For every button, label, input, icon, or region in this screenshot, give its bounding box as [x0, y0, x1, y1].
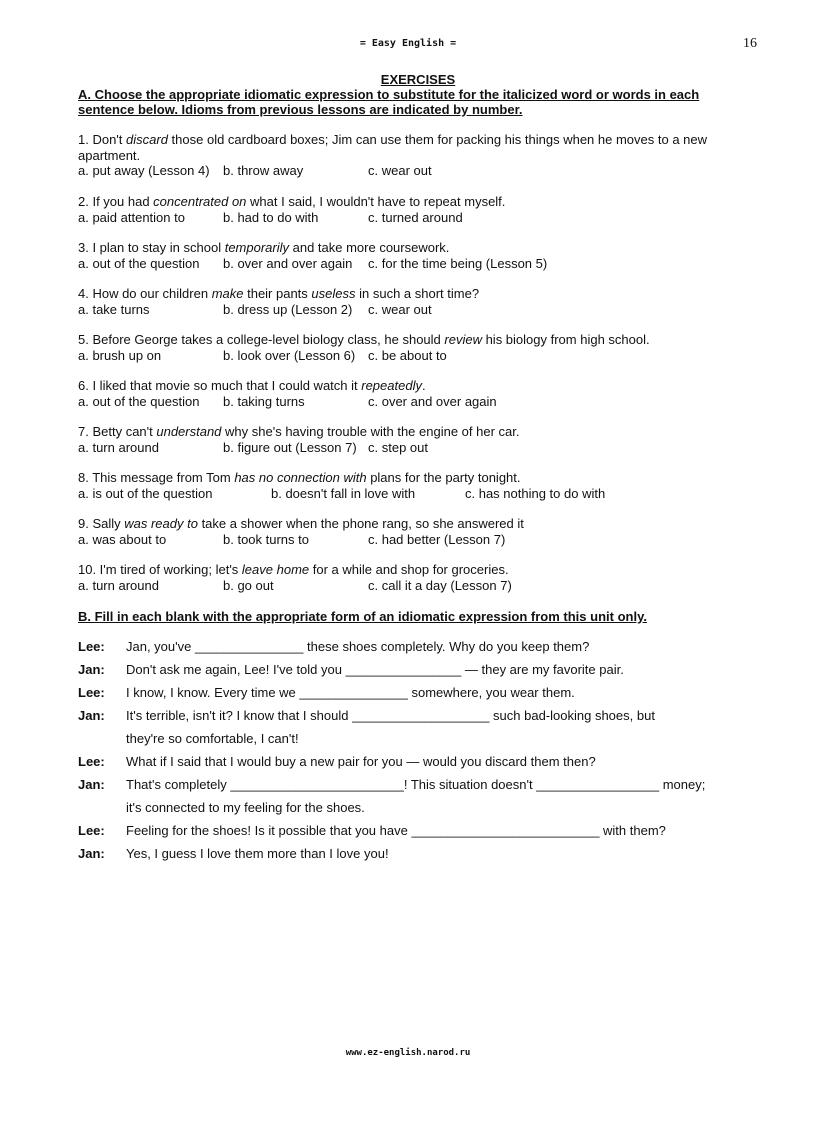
- speaker-name: Lee:: [78, 823, 105, 838]
- speaker-name: Jan:: [78, 777, 105, 792]
- dialogue-line: [78, 708, 758, 746]
- question-stem: 6. I liked that movie so much that I could watch it repeatedly.: [78, 378, 426, 393]
- dialogue-line: [78, 685, 758, 700]
- italic-phrase: discard: [126, 132, 168, 147]
- speaker-name: Lee:: [78, 754, 105, 769]
- italic-phrase: has no connection with: [234, 470, 367, 485]
- question-stem: 8. This message from Tom has no connection with plans for the party tonight.: [78, 470, 521, 485]
- answer-choices: [78, 578, 758, 594]
- choice-c: c. step out: [368, 439, 428, 455]
- speaker-name: Jan:: [78, 846, 105, 861]
- choice-a: a. brush up on: [78, 347, 162, 363]
- choice-b: b. had to do with: [223, 209, 319, 225]
- italic-phrase: review: [444, 332, 482, 347]
- question-stem: 7. Betty can't understand why she's having trouble with the engine of her car.: [78, 424, 520, 439]
- choice-b: b. throw away: [223, 163, 304, 178]
- dialogue-text: Jan, you've _______________ these shoes completely. Why do you keep them?: [126, 639, 590, 654]
- italic-phrase: was ready to: [124, 516, 198, 531]
- question-stem: 5. Before George takes a college-level biology class, he should review his biology from high school.: [78, 332, 650, 347]
- dialogue-text: I know, I know. Every time we _______________ somewhere, you wear them.: [126, 685, 575, 700]
- choice-c: c. had better (Lesson 7): [368, 531, 506, 547]
- dialogue-continuation: they're so comfortable, I can't!: [126, 731, 299, 746]
- dialogue-line: [78, 639, 758, 654]
- answer-choices: [78, 210, 758, 226]
- choice-c: c. has nothing to do with: [465, 485, 606, 501]
- question-6: [78, 378, 758, 410]
- question-5: [78, 332, 758, 364]
- dialogue-text: Don't ask me again, Lee! I've told you ________________ — they are my favorite pair.: [126, 662, 624, 677]
- footer-url: www.ez-english.narod.ru: [345, 1048, 471, 1058]
- choice-c: c. for the time being (Lesson 5): [368, 255, 548, 271]
- dialogue-text: It's terrible, isn't it? I know that I should ___________________ such bad-looking shoes, but: [126, 708, 655, 723]
- italic-phrase: useless: [311, 286, 356, 301]
- question-9: [78, 516, 758, 548]
- dialogue-text: That's completely ________________________! This situation doesn't _________________ money;: [126, 777, 706, 792]
- running-header: = Easy English =: [359, 38, 457, 49]
- choice-c: c. call it a day (Lesson 7): [368, 577, 512, 593]
- choice-b: b. doesn't fall in love with: [271, 485, 416, 501]
- choice-b: b. took turns to: [223, 531, 309, 547]
- choice-b: b. taking turns: [223, 393, 305, 409]
- dialogue-line: [78, 823, 758, 838]
- choice-c: c. wear out: [368, 301, 432, 317]
- speaker-name: Lee:: [78, 685, 105, 700]
- question-stem: 10. I'm tired of working; let's leave home for a while and shop for groceries.: [78, 562, 509, 577]
- choice-c: c. wear out: [368, 163, 432, 178]
- choice-a: a. take turns: [78, 301, 150, 317]
- question-1: [78, 132, 758, 179]
- choice-a: a. out of the question: [78, 255, 200, 271]
- choice-a: a. turn around: [78, 439, 159, 455]
- choice-a: a. put away (Lesson 4): [78, 163, 210, 178]
- dialogue-text: Feeling for the shoes! Is it possible that you have __________________________ with them?: [126, 823, 666, 838]
- choice-a: a. turn around: [78, 577, 159, 593]
- choice-a: a. was about to: [78, 531, 167, 547]
- page-number: 16: [743, 36, 757, 51]
- speaker-name: Lee:: [78, 639, 105, 654]
- question-10: [78, 562, 758, 594]
- italic-phrase: leave home: [241, 562, 310, 577]
- section-a-instruction: A. Choose the appropriate idiomatic expression to substitute for the italicized word or words in each sentence below. Idioms from previous lessons are indicated by number.: [78, 87, 700, 117]
- italic-phrase: understand: [156, 424, 222, 439]
- choice-a: a. out of the question: [78, 393, 200, 409]
- italic-phrase: repeatedly: [361, 378, 422, 393]
- choice-c: c. be about to: [368, 347, 447, 363]
- question-stem: 4. How do our children make their pants useless in such a short time?: [78, 286, 480, 301]
- answer-choices: [78, 302, 758, 318]
- question-stem: 9. Sally was ready to take a shower when the phone rang, so she answered it: [78, 516, 524, 531]
- italic-phrase: make: [211, 286, 244, 301]
- question-4: [78, 286, 758, 318]
- dialogue-line: [78, 846, 758, 861]
- answer-choices: [78, 348, 758, 364]
- question-stem: 1. Don't discard those old cardboard boxes; Jim can use them for packing his things when he moves to a new apartment.: [78, 132, 708, 163]
- speaker-name: Jan:: [78, 662, 105, 677]
- dialogue-text: Yes, I guess I love them more than I love you!: [126, 846, 389, 861]
- answer-choices: [78, 486, 758, 502]
- section-b-instruction: B. Fill in each blank with the appropriate form of an idiomatic expression from this unit only.: [78, 609, 647, 624]
- dialogue-line: [78, 662, 758, 677]
- choice-a: a. is out of the question: [78, 485, 213, 501]
- question-3: [78, 240, 758, 272]
- question-8: [78, 470, 758, 502]
- speaker-name: Jan:: [78, 708, 105, 723]
- italic-phrase: temporarily: [224, 240, 289, 255]
- choice-b: b. dress up (Lesson 2): [223, 301, 353, 317]
- choice-a: a. paid attention to: [78, 209, 185, 225]
- answer-choices: [78, 163, 758, 179]
- question-2: [78, 194, 758, 226]
- answer-choices: [78, 256, 758, 272]
- choice-c: c. over and over again: [368, 393, 497, 409]
- choice-b: b. look over (Lesson 6): [223, 347, 356, 363]
- exercises-title: EXERCISES: [380, 72, 456, 87]
- choice-b: b. figure out (Lesson 7): [223, 439, 357, 455]
- question-7: [78, 424, 758, 456]
- dialogue-line: [78, 777, 758, 815]
- dialogue-line: [78, 754, 758, 769]
- choice-b: b. over and over again: [223, 255, 353, 271]
- italic-phrase: concentrated on: [153, 194, 247, 209]
- answer-choices: [78, 440, 758, 456]
- dialogue-continuation: it's connected to my feeling for the shoes.: [126, 800, 365, 815]
- question-stem: 2. If you had concentrated on what I said, I wouldn't have to repeat myself.: [78, 194, 506, 209]
- question-stem: 3. I plan to stay in school temporarily and take more coursework.: [78, 240, 450, 255]
- dialogue-text: What if I said that I would buy a new pair for you — would you discard them then?: [126, 754, 596, 769]
- choice-c: c. turned around: [368, 209, 463, 225]
- choice-b: b. go out: [223, 577, 274, 593]
- answer-choices: [78, 532, 758, 548]
- answer-choices: [78, 394, 758, 410]
